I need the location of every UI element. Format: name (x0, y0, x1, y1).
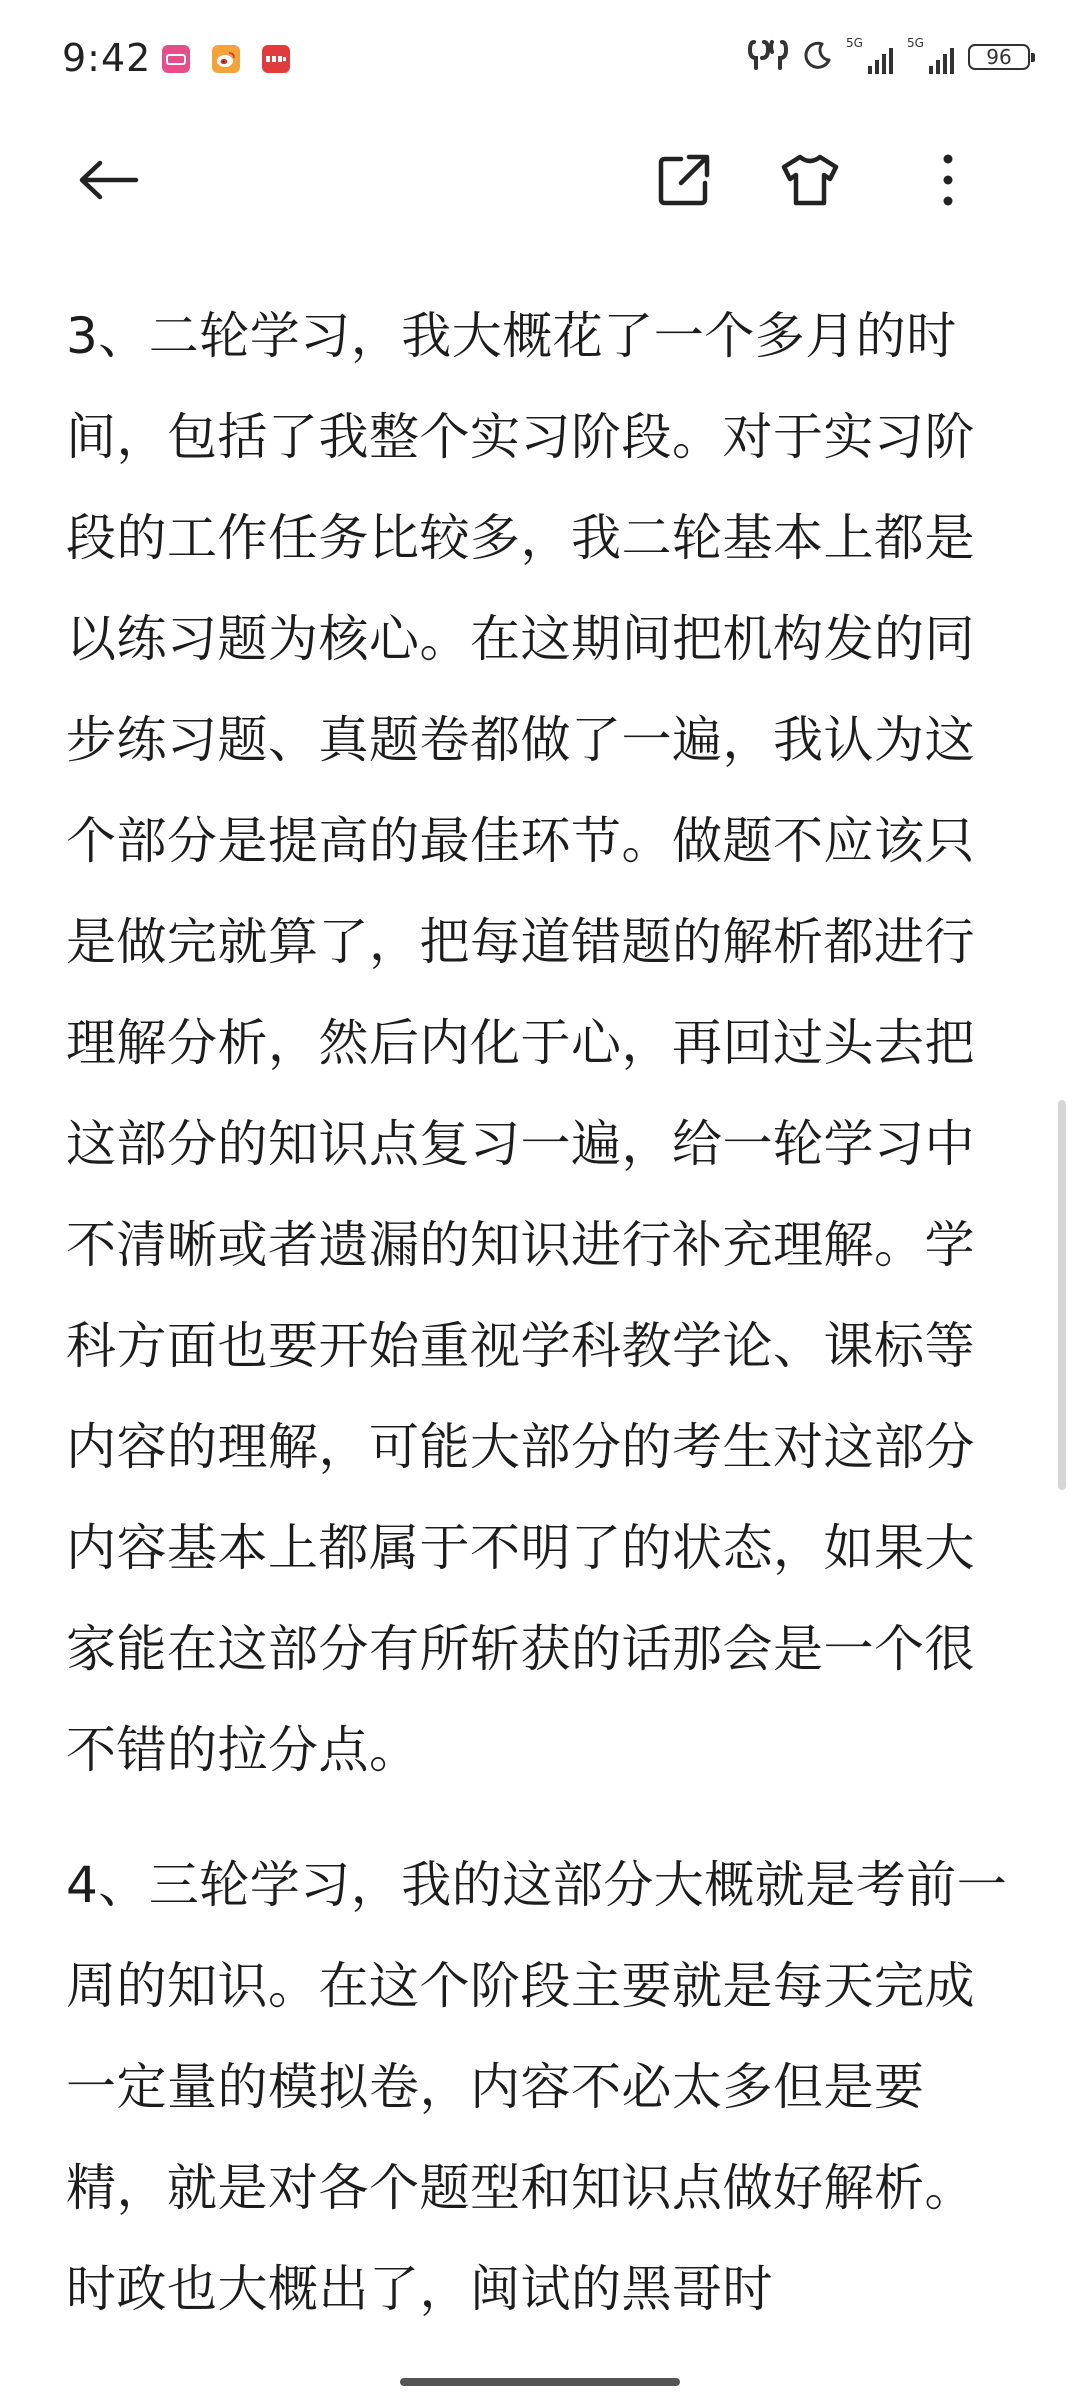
scrollbar-thumb[interactable] (1058, 1100, 1066, 1490)
home-indicator[interactable] (400, 2378, 680, 2386)
back-button[interactable] (68, 140, 148, 220)
earbuds-icon (748, 38, 788, 76)
status-bar (0, 0, 1080, 120)
notification-icons (162, 45, 290, 73)
status-time: 9:42 (62, 36, 152, 80)
article-paragraph: 4、三轮学习，我的这部分大概就是考前一周的知识。在这个阶段主要就是每天完成一定量的模拟卷，内容不必太多但是要精，就是对各个题型和知识点做好解析。时政也大概出了，闽试的黑哥时 (66, 1856, 1008, 2318)
theme-button[interactable] (770, 140, 850, 220)
signal-sim1-icon: 5G (846, 40, 893, 74)
shopping-app-icon (162, 45, 190, 73)
more-options-button[interactable] (908, 140, 988, 220)
xiaohongshu-icon (262, 45, 290, 73)
battery-level: 96 (986, 45, 1012, 69)
do-not-disturb-moon-icon (802, 40, 832, 74)
article-paragraph: 3、二轮学习，我大概花了一个多月的时间，包括了我整个实习阶段。对于实习阶段的工作任务比较多，我二轮基本上都是以练习题为核心。在这期间把机构发的同步练习题、真题卷都做了一遍，我认为这个部分是提高的最佳环节。做题不应该只是做完就算了，把每道错题的解析都进行理解分析，然后内化于心，再回过头去把这部分的知识点复习一遍，给一轮学习中不清晰或者遗漏的知识进行补充理解。学科方面也要开始重视学科教学论、课标等内容的理解，可能大部分的考生对这部分内容基本上都属于不明了的状态，如果大家能在这部分有所斩获的话那会是一个很不错的拉分点。 (66, 307, 975, 1779)
arrow-left-icon (76, 160, 140, 200)
article-body (66, 286, 1014, 2340)
battery-indicator (968, 44, 1030, 70)
weibo-icon (212, 45, 240, 73)
signal-sim2-icon: 5G (907, 40, 954, 74)
status-right (748, 38, 1030, 76)
more-vertical-icon (942, 153, 954, 207)
top-toolbar (0, 120, 1080, 240)
share-button[interactable] (644, 140, 724, 220)
share-external-icon (657, 153, 711, 207)
tshirt-icon (780, 153, 840, 207)
